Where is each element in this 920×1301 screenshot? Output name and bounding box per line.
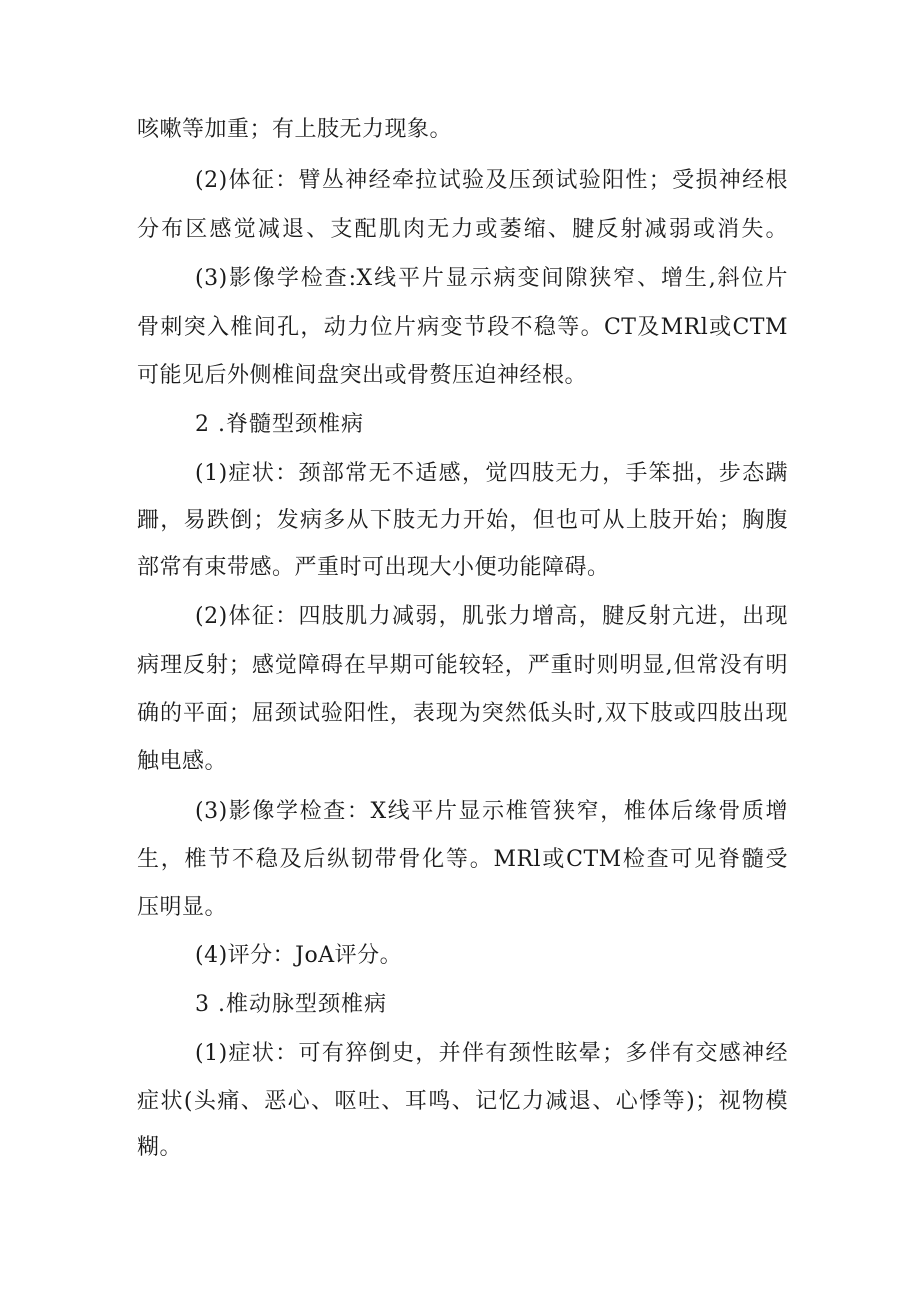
paragraph-line: 糊。 <box>137 1135 183 1160</box>
paragraph-line-symptom-1-first: (1)症状：颈部常无不适感，觉四肢无力，手笨拙，步态蹒 <box>195 461 788 486</box>
paragraph-line: 骨刺突入椎间孔，动力位片病变节段不稳等。CT及MRl或CTM <box>137 315 788 340</box>
paragraph-line-imaging-3-first: (3)影像学检查:X线平片显示病变间隙狭窄、增生,斜位片 <box>195 266 788 291</box>
paragraph-line-symptom-1-first: (1)症状：可有猝倒史，并伴有颈性眩晕；多伴有交感神经 <box>195 1041 788 1066</box>
paragraph-line-imaging-3-first: (3)影像学检查：X线平片显示椎管狭窄，椎体后缘骨质增 <box>195 799 788 824</box>
paragraph-line-continuation: 咳嗽等加重；有上肢无力现象。 <box>137 117 453 142</box>
paragraph-line: 分布区感觉减退、支配肌肉无力或萎缩、腱反射减弱或消失。 <box>137 217 788 242</box>
paragraph-line: 症状(头痛、恶心、呕吐、耳鸣、记忆力减退、心悸等)；视物模 <box>137 1089 788 1114</box>
section-heading-2: 2 .脊髓型颈椎病 <box>195 412 364 437</box>
paragraph-line: 触电感。 <box>137 749 228 774</box>
paragraph-line: 生，椎节不稳及后纵韧带骨化等。MRl或CTM检查可见脊髓受 <box>137 847 788 872</box>
paragraph-line: 部常有束带感。严重时可出现大小便功能障碍。 <box>137 555 610 580</box>
paragraph-line: 病理反射；感觉障碍在早期可能较轻，严重时则明显,但常没有明 <box>137 653 788 678</box>
paragraph-line-sign-2-first: (2)体征：四肢肌力减弱，肌张力增高，腱反射亢进，出现 <box>195 604 788 629</box>
paragraph-line-score-4: (4)评分：JoA评分。 <box>195 943 403 968</box>
paragraph-line: 可能见后外侧椎间盘突出或骨赘压迫神经根。 <box>137 363 588 388</box>
paragraph-line: 跚，易跌倒；发病多从下肢无力开始，但也可从上肢开始；胸腹 <box>137 508 788 533</box>
paragraph-line-sign-2-first: (2)体征：臂丛神经牵拉试验及压颈试验阳性；受损神经根 <box>195 168 788 193</box>
paragraph-line: 压明显。 <box>137 895 228 920</box>
section-heading-3: 3 .椎动脉型颈椎病 <box>195 992 387 1017</box>
paragraph-line: 确的平面；屈颈试验阳性，表现为突然低头时,双下肢或四肢出现 <box>137 701 788 726</box>
